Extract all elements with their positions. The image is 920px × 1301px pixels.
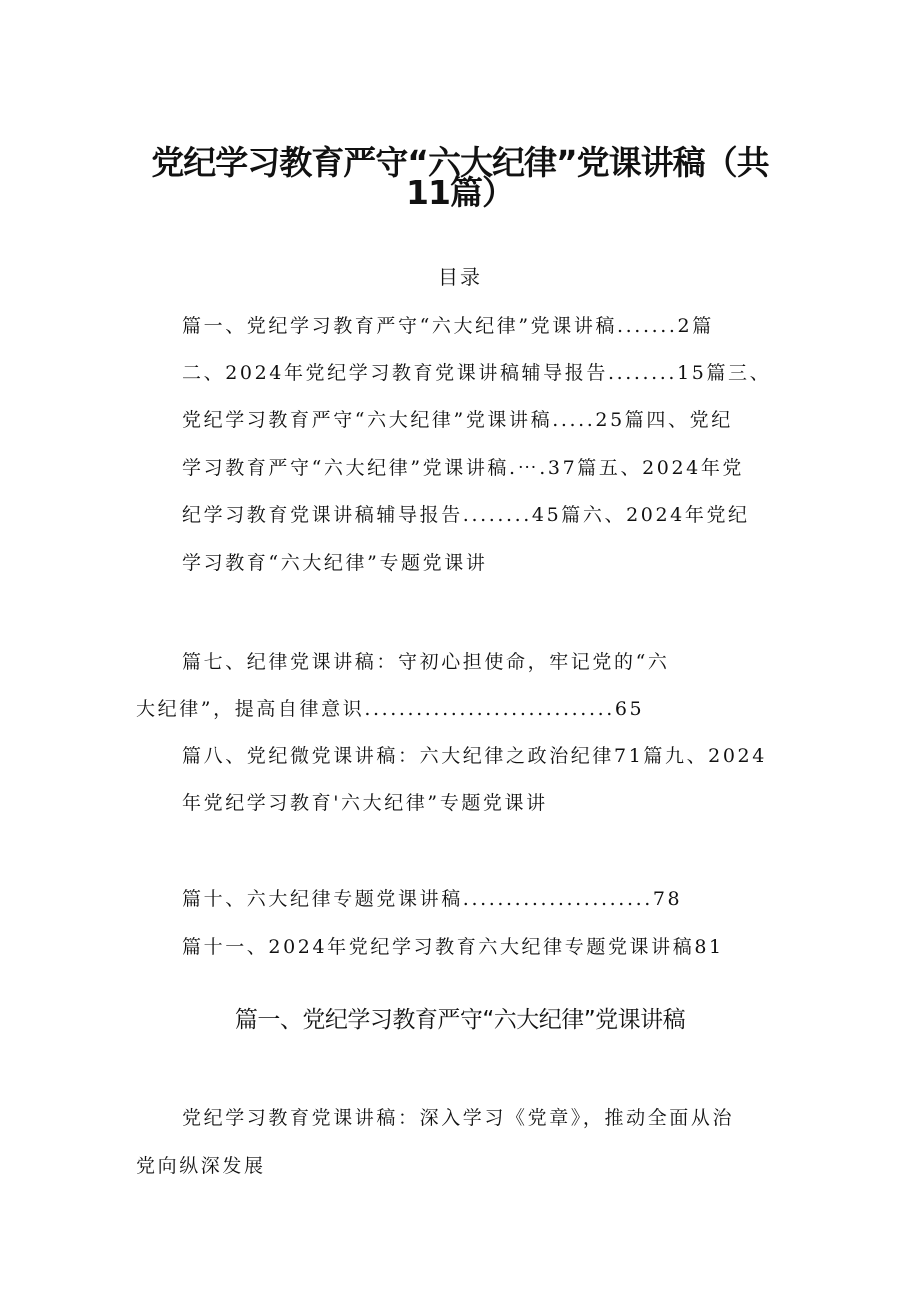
toc-line: 学习教育严守“六大纪律”党课讲稿.⋯.37篇五、2024年党 <box>182 457 745 479</box>
toc-line: 学习教育“六大纪律”专题党课讲 <box>182 552 488 574</box>
document-title-line-1: 党纪学习教育严守“六大纪律”党课讲稿（共 <box>151 143 769 182</box>
toc-line: 篇十、六大纪律专题党课讲稿......................78 <box>182 888 683 910</box>
toc-line: 二、2024年党纪学习教育党课讲稿辅导报告........15篇三、 <box>182 362 772 384</box>
section-heading: 篇一、党纪学习教育严守“六大纪律”党课讲稿 <box>234 1007 686 1033</box>
body-paragraph-line: 党向纵深发展 <box>136 1155 266 1177</box>
toc-line: 党纪学习教育严守“六大纪律”党课讲稿.....25篇四、党纪 <box>182 409 733 431</box>
toc-line: 篇八、党纪微党课讲稿：六大纪律之政治纪律71篇九、2024 <box>182 745 767 767</box>
toc-line: 纪学习教育党课讲稿辅导报告........45篇六、2024年党纪 <box>182 504 750 526</box>
toc-line: 大纪律”，提高自律意识.............................65 <box>136 698 645 720</box>
toc-line: 篇七、纪律党课讲稿：守初心担使命，牢记党的“六 <box>182 651 670 673</box>
document-title-line-2: 11篇） <box>406 173 514 212</box>
body-paragraph-line: 党纪学习教育党课讲稿：深入学习《党章》，推动全面从治 <box>182 1107 735 1129</box>
toc-line: 篇一、党纪学习教育严守“六大纪律”党课讲稿.......2篇 <box>182 315 714 337</box>
toc-line: 年党纪学习教育'六大纪律”专题党课讲 <box>182 792 548 814</box>
toc-line: 篇十一、2024年党纪学习教育六大纪律专题党课讲稿81 <box>182 936 724 958</box>
toc-heading: 目录 <box>438 265 482 289</box>
